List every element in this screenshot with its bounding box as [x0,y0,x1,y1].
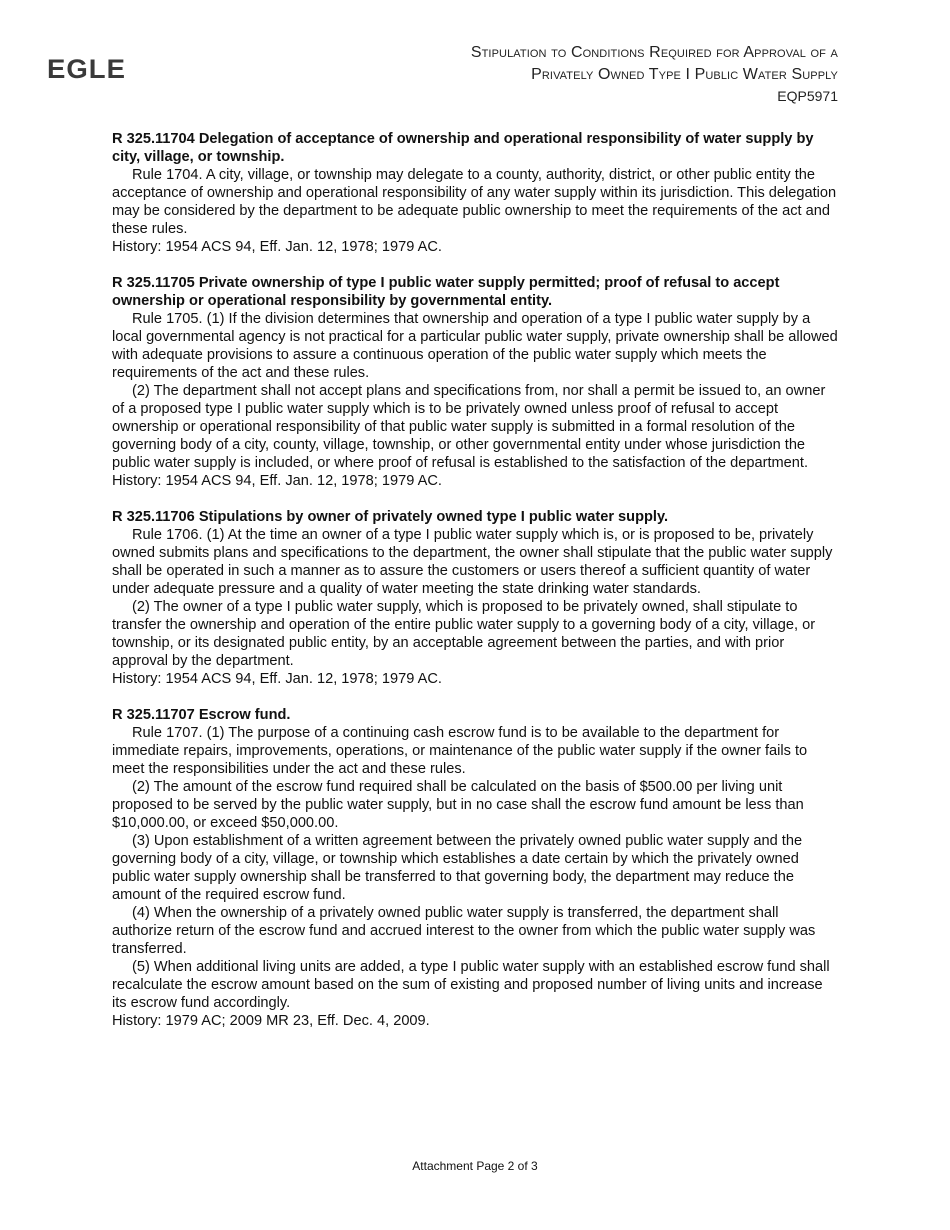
rule-history: History: 1954 ACS 94, Eff. Jan. 12, 1978; 1979 AC. [112,239,442,255]
rule-section [112,130,840,256]
rule-title: R 325.11705 Private ownership of type I public water supply permitted; proof of refusal to accept ownership or operational responsibility by governmental entity. [112,275,780,309]
rule-paragraph: (3) Upon establishment of a written agreement between the privately owned public water supply and the governing body of a city, village, or township which establishes a date certain by which the privately owned public water supply ownership shall be transferred to that governing body, the department may reduce the amount of the required escrow fund. [112,833,803,903]
header-title-line-2: Privately Owned Type I Public Water Supply [531,66,838,83]
header-title-line-1: Stipulation to Conditions Required for Approval of a [470,44,838,61]
rule-title: R 325.11707 Escrow fund. [112,707,291,723]
rule-history: History: 1954 ACS 94, Eff. Jan. 12, 1978; 1979 AC. [112,671,442,687]
rule-section [112,274,840,490]
rule-title: R 325.11704 Delegation of acceptance of ownership and operational responsibility of water supply by city, village, or township. [112,131,814,165]
egle-logo-mark [47,55,127,81]
rule-paragraph: Rule 1704. A city, village, or township may delegate to a county, authority, district, or other public entity the acceptance of ownership and operational responsibility of any water supply within its jurisdiction. This delegation may be considered by the department to be adequate public ownership to meet the requirements of the act and these rules. [112,167,837,237]
page-footer: Attachment Page 2 of 3 [412,1159,538,1173]
rule-paragraph: (2) The amount of the escrow fund required shall be calculated on the basis of $500.00 per living unit proposed to be served by the public water supply, but in no case shall the escrow fund amount be less than $10,000.00, or exceed $50,000.00. [112,779,804,831]
rule-paragraph: (4) When the ownership of a privately owned public water supply is transferred, the department shall authorize return of the escrow fund and accrued interest to the owner from which the public water supply was transferred. [112,905,816,957]
rule-history: History: 1954 ACS 94, Eff. Jan. 12, 1978; 1979 AC. [112,473,442,489]
rule-paragraph: (5) When additional living units are added, a type I public water supply with an established escrow fund shall recalculate the escrow amount based on the sum of existing and proposed number of living units and increase its escrow fund accordingly. [112,959,830,1011]
rule-title: R 325.11706 Stipulations by owner of privately owned type I public water supply. [112,509,669,525]
document-header [471,42,838,106]
egle-logo-text: EGLE [47,55,127,81]
form-code: EQP5971 [777,88,838,104]
rule-paragraph: Rule 1706. (1) At the time an owner of a type I public water supply which is, or is proposed to be, privately owned submits plans and specifications to the department, the owner shall stipulate that the public water supply shall be operated in such a manner as to assure the customers or users thereof a sufficient quantity of water under adequate pressure and a quality of water meeting the state drinking water standards. [112,527,833,597]
rules-content [112,130,840,1048]
rule-section [112,508,840,688]
rule-history: History: 1979 AC; 2009 MR 23, Eff. Dec. 4, 2009. [112,1013,430,1029]
egle-logo [47,55,127,81]
rule-paragraph: Rule 1705. (1) If the division determines that ownership and operation of a type I public water supply by a local governmental agency is not practical for a particular public water supply, private ownership shall be allowed with adequate provisions to assure a continuous operation of the public water supply which meets the requirements of the act and these rules. [112,311,838,381]
rule-section [112,706,840,1030]
rule-paragraph: (2) The owner of a type I public water supply, which is proposed to be privately owned, shall stipulate to transfer the ownership and operation of the entire public water supply to a governing body of a city, village, or township, or its designated public entity, by an acceptable agreement between the parties, and with prior approval by the department. [112,599,816,669]
rule-paragraph: (2) The department shall not accept plans and specifications from, nor shall a permit be issued to, an owner of a proposed type I public water supply which is to be privately owned unless proof of refusal to accept ownership or operational responsibility of that public water supply is submitted in a formal resolution of the governing body of a city, county, village, township, or other governmental entity under whose jurisdiction the public water supply is included, or where proof of refusal is established to the satisfaction of the department. [112,383,826,471]
rule-paragraph: Rule 1707. (1) The purpose of a continuing cash escrow fund is to be available to the department for immediate repairs, improvements, operations, or maintenance of the public water supply if the owner fails to meet the responsibilities under the act and these rules. [112,725,808,777]
